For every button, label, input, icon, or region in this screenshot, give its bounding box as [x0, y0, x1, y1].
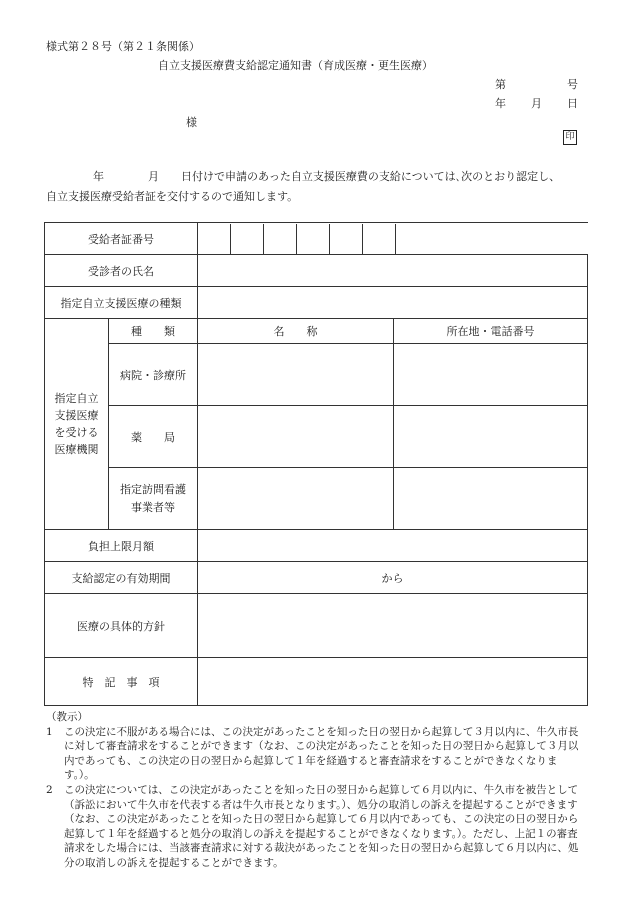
validity-period-label: 支給認定の有効期間 [45, 562, 198, 594]
instruction-text: この決定に不服がある場合には、この決定があったことを知った日の翌日から起算して３月以内に、牛久市長に対して審査請求をすることができます（なお、この決定があったことを知った日の翌日から起算して３月以内であっても、この決定の日の翌日から起算して１年を経過すると審査請求をすることができなくなります。）。 [64, 725, 579, 782]
institutions-label: 指定自立 支援医療 を受ける 医療機関 [45, 319, 109, 530]
document-number-suffix: 号 [567, 78, 578, 91]
patient-name-value[interactable] [198, 255, 588, 287]
medical-type-value[interactable] [198, 287, 588, 319]
form-number: 様式第２８号（第２１条関係） [46, 40, 200, 53]
recipient-number-digit[interactable] [264, 224, 297, 254]
pharmacy-name-value[interactable] [198, 406, 394, 468]
instruction-text: この決定については、この決定があったことを知った日の翌日から起算して６月以内に、牛久市を被告として（訴訟において牛久市を代表する者は牛久市長となります。）、処分の取消しの訴えを提起することができます（なお、この決定があったことを知った日の翌日から起算して６月以内であっても、この決定の日の翌日から起算して１年を経過すると処分の取消しの訴えを提起することができなくなります。）。ただし、上記１の審査請求をした場合には、当該審査請求に対する裁決があったことを知った日の翌日から起算して６月以内に、処分の取消しの訴えを提起することができます。 [64, 783, 579, 869]
document-title: 自立支援医療費支給認定通知書（育成医療・更生医療） [158, 59, 433, 72]
intro-line-2: 自立支援医療受給者証を交付するので通知します。 [46, 190, 299, 203]
recipient-number-digit[interactable] [231, 224, 264, 254]
certification-table [44, 222, 588, 706]
recipient-number-digit[interactable] [330, 224, 363, 254]
recipient-number-digit[interactable] [363, 224, 396, 254]
recipient-number-label: 受給者証番号 [45, 223, 198, 255]
patient-name-label: 受診者の氏名 [45, 255, 198, 287]
special-notes-value[interactable] [198, 658, 588, 706]
intro-year: 年 [93, 170, 104, 183]
date-day: 日 [567, 97, 578, 110]
treatment-policy-value[interactable] [198, 594, 588, 658]
pharmacy-address-value[interactable] [394, 406, 588, 468]
hospital-address-value[interactable] [394, 344, 588, 406]
intro-line-1 [93, 168, 560, 184]
intro-text-1: 日付けで申請のあった自立支援医療費の支給については､次のとおり認定し、 [181, 170, 561, 183]
instructions-section [46, 710, 582, 871]
recipient-number-digit[interactable] [198, 224, 231, 254]
date-month: 月 [531, 97, 542, 110]
instruction-number: 2 [46, 783, 53, 796]
intro-month: 月 [148, 170, 159, 183]
instruction-number: 1 [46, 725, 53, 738]
recipient-number-cells [198, 223, 588, 255]
hospital-label: 病院・診療所 [109, 344, 198, 406]
pharmacy-label: 薬 局 [109, 406, 198, 468]
nursing-label: 指定訪問看護 事業者等 [109, 468, 198, 530]
nursing-address-value[interactable] [394, 468, 588, 530]
hospital-name-value[interactable] [198, 344, 394, 406]
special-notes-label: 特 記 事 項 [45, 658, 198, 706]
date-year: 年 [495, 97, 506, 110]
document-number-prefix: 第 [495, 78, 506, 91]
column-header-address: 所在地・電話番号 [394, 319, 588, 344]
addressee-suffix: 様 [186, 116, 197, 129]
column-header-name: 名 称 [198, 319, 394, 344]
instructions-heading: （教示） [46, 711, 88, 723]
instruction-item [46, 725, 582, 783]
seal-mark: 印 [563, 130, 577, 145]
instruction-item [46, 783, 582, 871]
medical-type-label: 指定自立支援医療の種類 [45, 287, 198, 319]
recipient-number-digit[interactable] [297, 224, 330, 254]
nursing-name-value[interactable] [198, 468, 394, 530]
monthly-limit-value[interactable] [198, 530, 588, 562]
validity-period-value[interactable]: から [198, 562, 588, 594]
treatment-policy-label: 医療の具体的方針 [45, 594, 198, 658]
monthly-limit-label: 負担上限月額 [45, 530, 198, 562]
column-header-type: 種 類 [109, 319, 198, 344]
